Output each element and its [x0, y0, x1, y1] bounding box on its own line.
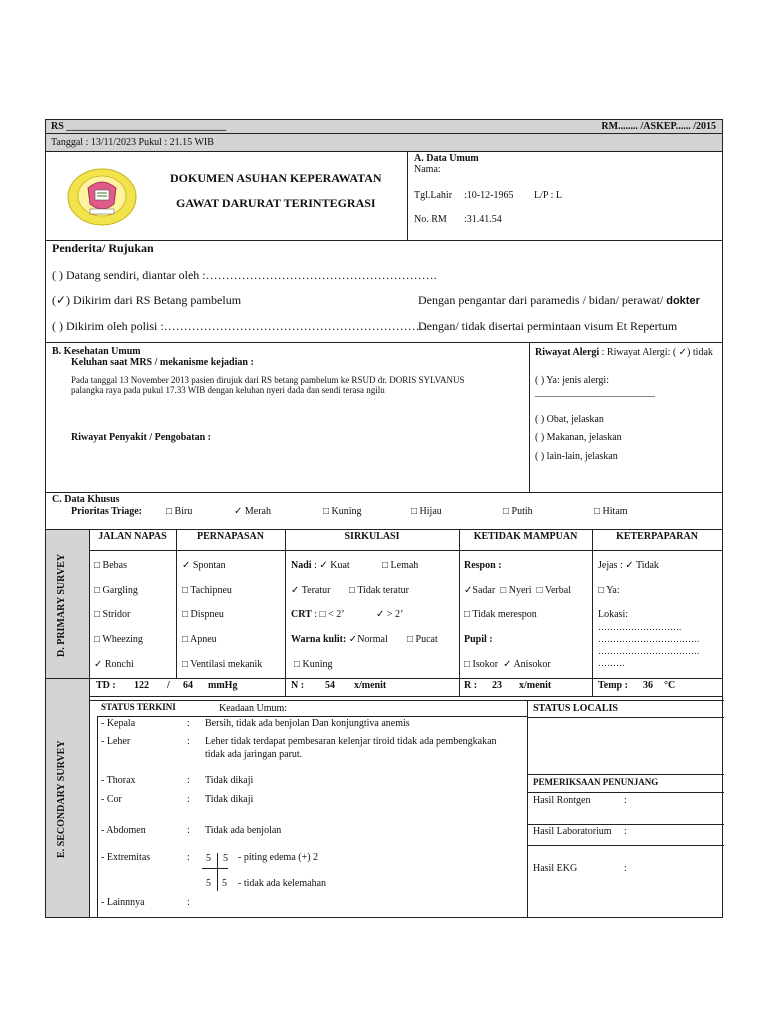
pengantar-text: Dengan pengantar dari paramedis / bidan/ perawat/ dokter — [418, 293, 700, 307]
secondary-survey-section — [45, 678, 723, 918]
option-label: Stridor — [102, 609, 131, 620]
ext-cross-h — [202, 868, 228, 869]
pucat-checkbox-icon[interactable] — [407, 634, 413, 645]
exam-row-value: Leher tidak terdapat pembesaran kelenjar tiroid tidak ada pembengkakan — [205, 736, 497, 747]
jejas-ya-option: □ Ya: — [598, 585, 620, 596]
td-separator: / — [167, 680, 170, 691]
data-khusus-title: C. Data Khusus — [52, 494, 120, 505]
penunjang-title: PEMERIKSAAN PENUNJANG — [533, 777, 659, 787]
exam-row-label: - Thorax — [101, 775, 136, 786]
option-label: Dispneu — [190, 609, 224, 620]
ext-top-left: 5 — [206, 853, 211, 864]
lemah-checkbox-icon[interactable] — [382, 560, 388, 571]
kuat-check-icon[interactable] — [319, 560, 327, 571]
no-rm-label: No. RM — [414, 214, 447, 225]
jalan-napas-option — [94, 634, 143, 645]
temp-value: 36 — [643, 680, 653, 691]
jejas-tidak-check-icon[interactable] — [625, 560, 633, 571]
triage-option-hitam — [594, 506, 628, 517]
triage-option-hijau — [411, 506, 442, 517]
normal-check-icon[interactable] — [349, 634, 357, 645]
lokasi-dots-1: ………………………. — [598, 622, 682, 632]
resp-value: 23 — [492, 680, 502, 691]
tidak-teratur-checkbox-icon[interactable] — [349, 585, 355, 596]
ext-bottom-left: 5 — [206, 878, 211, 889]
exam-row-label: - Extremitas — [101, 852, 151, 863]
riwayat-alergi: Riwayat Alergi : Riwayat Alergi: ( ✓) tidak — [535, 347, 713, 358]
leher-continuation: tidak ada jaringan parut. — [205, 749, 303, 760]
hasil-rontgen-label: Hasil Rontgen — [533, 795, 591, 806]
checkbox-icon[interactable] — [594, 506, 600, 517]
resp-unit: x/menit — [519, 680, 552, 691]
crt-gt-check-icon[interactable] — [376, 609, 384, 620]
check-icon[interactable] — [182, 560, 190, 571]
checkbox-icon[interactable] — [503, 506, 509, 517]
triage-label-kuning: Kuning — [331, 506, 362, 517]
triage-label-putih: Putih — [511, 506, 533, 517]
tidak-merespon-checkbox-icon[interactable] — [464, 609, 470, 620]
exam-row-colon: : — [187, 794, 190, 805]
penderita-section — [45, 240, 723, 343]
lokasi-dots-3: ……………………………. — [598, 646, 700, 656]
primary-header-1: PERNAPASAN — [196, 531, 265, 542]
triage-label-hijau: Hijau — [419, 506, 442, 517]
triage-option-biru — [166, 506, 192, 517]
option-label: Spontan — [192, 560, 226, 571]
triage-label: Prioritas Triage: — [71, 506, 142, 517]
warna-kulit-row: Warna kulit: ✓ Normal — [291, 634, 388, 645]
keluhan-text-2: palangka raya pada pukul 17.33 WIB dengan keluhan nyeri dada dan sendi terasa ngilu — [71, 385, 385, 395]
exam-row-label: - Abdomen — [101, 825, 146, 836]
tidak-merespon-option: □ Tidak merespon — [464, 609, 537, 620]
pernapasan-option — [182, 585, 232, 596]
nadi-label: N : — [291, 680, 305, 691]
kuning-kulit-checkbox-icon[interactable] — [294, 659, 300, 670]
tanggal-field: Tanggal : 13/11/2023 Pukul : 21.15 WIB — [51, 137, 214, 148]
alergi-lain: ( ) lain-lain, jelaskan — [535, 451, 618, 462]
ext-top-right: 5 — [223, 853, 228, 864]
tgl-lahir-label: Tgl.Lahir — [414, 190, 453, 201]
pernapasan-option — [182, 560, 226, 571]
data-umum-title: A. Data Umum — [414, 153, 479, 164]
visum-text: Dengan/ tidak disertai permintaan visum Et Repertum — [418, 319, 678, 333]
crt-gt-option: ✓ > 2’ — [376, 609, 403, 620]
exam-row-value: Tidak dikaji — [205, 794, 254, 805]
exam-row-value: Tidak dikaji — [205, 775, 254, 786]
checkbox-icon[interactable] — [166, 506, 172, 517]
kesehatan-section — [45, 342, 723, 493]
penderita-title: Penderita/ Rujukan — [52, 241, 154, 255]
jenis-kelamin-value: L/P : L — [534, 190, 562, 201]
primary-header-4: KETERPAPARAN — [616, 531, 698, 542]
nadi-value: 54 — [325, 680, 335, 691]
crt-row: CRT : □ < 2’ — [291, 609, 345, 620]
respon-label: Respon : — [464, 560, 502, 571]
riwayat-penyakit-label: Riwayat Penyakit / Pengobatan : — [71, 432, 211, 443]
triage-option-putih — [503, 506, 533, 517]
keluhan-text-1: Pada tanggal 13 November 2013 pasien dirujuk dari RS betang pambelum ke RSUD dr. DORIS SYLVANUS — [71, 375, 465, 385]
option-label: Wheezing — [102, 634, 143, 645]
pernapasan-option — [182, 634, 217, 645]
lokasi-dots-2: ……………………………. — [598, 634, 700, 644]
document-title-line1: DOKUMEN ASUHAN KEPERAWATAN — [170, 171, 382, 185]
penderita-dikirim-polisi: ( ) Dikirim oleh polisi :………………………………………………………… — [52, 319, 428, 333]
hasil-ekg-label: Hasil EKG — [533, 863, 578, 874]
exam-row-label: - Leher — [101, 736, 131, 747]
primary-header-3: KETIDAK MAMPUAN — [473, 531, 578, 542]
jalan-napas-option — [94, 659, 134, 670]
anisokor-check-icon[interactable] — [503, 659, 511, 670]
nadi-row: Nadi : ✓ Kuat — [291, 560, 350, 571]
teratur-option: ✓ Teratur — [291, 585, 330, 596]
exam-row-label: - Lainnnya — [101, 897, 145, 908]
ext-note-2: - tidak ada kelemahan — [238, 878, 327, 889]
respon-options: ✓ Sadar □ Nyeri □ Verbal — [464, 585, 571, 596]
nadi-unit: x/menit — [354, 680, 387, 691]
checkbox-icon[interactable] — [182, 609, 188, 620]
primary-survey-label: D. PRIMARY SURVEY — [56, 553, 67, 657]
checkbox-icon[interactable] — [323, 506, 329, 517]
option-label: Ronchi — [104, 659, 134, 670]
option-label: Bebas — [102, 560, 127, 571]
status-localis-title: STATUS LOCALIS — [533, 703, 618, 714]
exam-row-value: Tidak ada benjolan — [205, 825, 282, 836]
alergi-makanan: ( ) Makanan, jelaskan — [535, 432, 622, 443]
keluhan-label: Keluhan saat MRS / mekanisme kejadian : — [71, 357, 254, 368]
jejas-row: Jejas : ✓ Tidak — [598, 560, 659, 571]
header-tanggal-row — [45, 133, 723, 152]
lokasi-dots-4: ……… — [598, 658, 625, 668]
lemah-option: □ Lemah — [382, 560, 418, 571]
exam-row-label: - Kepala — [101, 718, 136, 729]
triage-option-merah — [234, 506, 271, 517]
verbal-checkbox-icon[interactable] — [537, 585, 543, 596]
institution-logo — [64, 166, 140, 228]
jalan-napas-option — [94, 609, 130, 620]
option-label: Tachipneu — [190, 585, 232, 596]
document-title-line2: GAWAT DARURAT TERINTEGRASI — [176, 196, 376, 210]
td-diastolic: 64 — [183, 680, 193, 691]
check-icon[interactable] — [234, 506, 242, 517]
primary-header-0: JALAN NAPAS — [98, 531, 167, 542]
option-label: Gargling — [102, 585, 138, 596]
exam-row-value: Bersih, tidak ada benjolan Dan konjungtiva anemis — [205, 718, 410, 729]
pernapasan-option — [182, 659, 262, 670]
pupil-label: Pupil : — [464, 634, 493, 645]
checkbox-icon[interactable] — [182, 585, 188, 596]
jejas-ya-checkbox-icon[interactable] — [598, 585, 604, 596]
exam-row-colon: : — [187, 852, 190, 863]
title-section — [45, 151, 723, 241]
keadaan-umum-label: Keadaan Umum: — [219, 703, 288, 714]
temp-label: Temp : — [598, 680, 628, 691]
jalan-napas-option — [94, 585, 138, 596]
exam-row-colon: : — [187, 897, 190, 908]
checkbox-icon[interactable] — [94, 609, 100, 620]
alergi-line: ________________________ — [535, 387, 655, 398]
check-icon[interactable] — [94, 659, 102, 670]
nama-label: Nama: — [414, 164, 441, 175]
status-localis-box — [527, 700, 724, 917]
triage-option-kuning — [323, 506, 362, 517]
pupil-options: □ Isokor ✓ Anisokor — [464, 659, 551, 670]
pucat-option: □ Pucat — [407, 634, 438, 645]
checkbox-icon[interactable] — [94, 560, 100, 571]
secondary-survey-label: E. SECONDARY SURVEY — [56, 740, 67, 858]
penderita-dikirim-rs: (✓) Dikirim dari RS Betang pambelum — [52, 293, 242, 307]
hasil-ekg-colon: : — [624, 863, 627, 874]
no-rm-value: :31.41.54 — [464, 214, 502, 225]
nyeri-checkbox-icon[interactable] — [500, 585, 506, 596]
hasil-lab-colon: : — [624, 826, 627, 837]
td-systolic: 122 — [134, 680, 149, 691]
exam-row-colon: : — [187, 736, 190, 747]
hasil-lab-label: Hasil Laboratorium — [533, 826, 612, 837]
teratur-check-icon[interactable] — [291, 585, 299, 596]
hasil-rontgen-colon: : — [624, 795, 627, 806]
tgl-lahir-value: :10-12-1965 — [464, 190, 514, 201]
exam-row-colon: : — [187, 718, 190, 729]
temp-unit: °C — [664, 680, 676, 691]
triage-label-hitam: Hitam — [602, 506, 628, 517]
tidak-teratur-option: □ Tidak teratur — [349, 585, 409, 596]
data-khusus-section — [45, 492, 723, 530]
checkbox-icon[interactable] — [94, 585, 100, 596]
pernapasan-option — [182, 609, 224, 620]
rm-field: RM........ /ASKEP...... /2015 — [601, 121, 716, 132]
primary-header-2: SIRKULASI — [344, 531, 400, 542]
rs-field: RS ________________________________ — [51, 121, 227, 132]
checkbox-icon[interactable] — [182, 634, 188, 645]
status-terkini-title: STATUS TERKINI — [101, 702, 176, 712]
exam-row-value: - piting edema (+) 2 — [238, 852, 319, 863]
resp-label: R : — [464, 680, 478, 691]
ext-bottom-right: 5 — [222, 878, 227, 889]
triage-label-biru: Biru — [174, 506, 193, 517]
primary-survey-section — [45, 529, 723, 679]
lokasi-label: Lokasi: — [598, 609, 628, 620]
alergi-ya: ( ) Ya: jenis alergi: — [535, 375, 609, 386]
header-rs-row — [45, 119, 723, 134]
kesehatan-title: B. Kesehatan Umum — [52, 346, 141, 357]
td-label: TD : — [96, 680, 116, 691]
penderita-datang-sendiri: ( ) Datang sendiri, diantar oleh :…………………………………………………. — [52, 268, 437, 282]
jalan-napas-option — [94, 560, 127, 571]
td-unit: mmHg — [208, 680, 238, 691]
ext-cross-v — [217, 853, 218, 891]
triage-label-merah: Merah — [244, 506, 271, 517]
crt-lt-checkbox-icon[interactable] — [320, 609, 326, 620]
kuning-kulit-option: □ Kuning — [294, 659, 333, 670]
option-label: Ventilasi mekanik — [190, 659, 263, 670]
checkbox-icon[interactable] — [411, 506, 417, 517]
pengantar-dokter: dokter — [666, 295, 700, 307]
alergi-obat: ( ) Obat, jelaskan — [535, 414, 604, 425]
checkbox-icon[interactable] — [94, 634, 100, 645]
exam-row-colon: : — [187, 825, 190, 836]
option-label: Apneu — [190, 634, 217, 645]
exam-row-label: - Cor — [101, 794, 122, 805]
isokor-checkbox-icon[interactable] — [464, 659, 470, 670]
checkbox-icon[interactable] — [182, 659, 188, 670]
exam-row-colon: : — [187, 775, 190, 786]
